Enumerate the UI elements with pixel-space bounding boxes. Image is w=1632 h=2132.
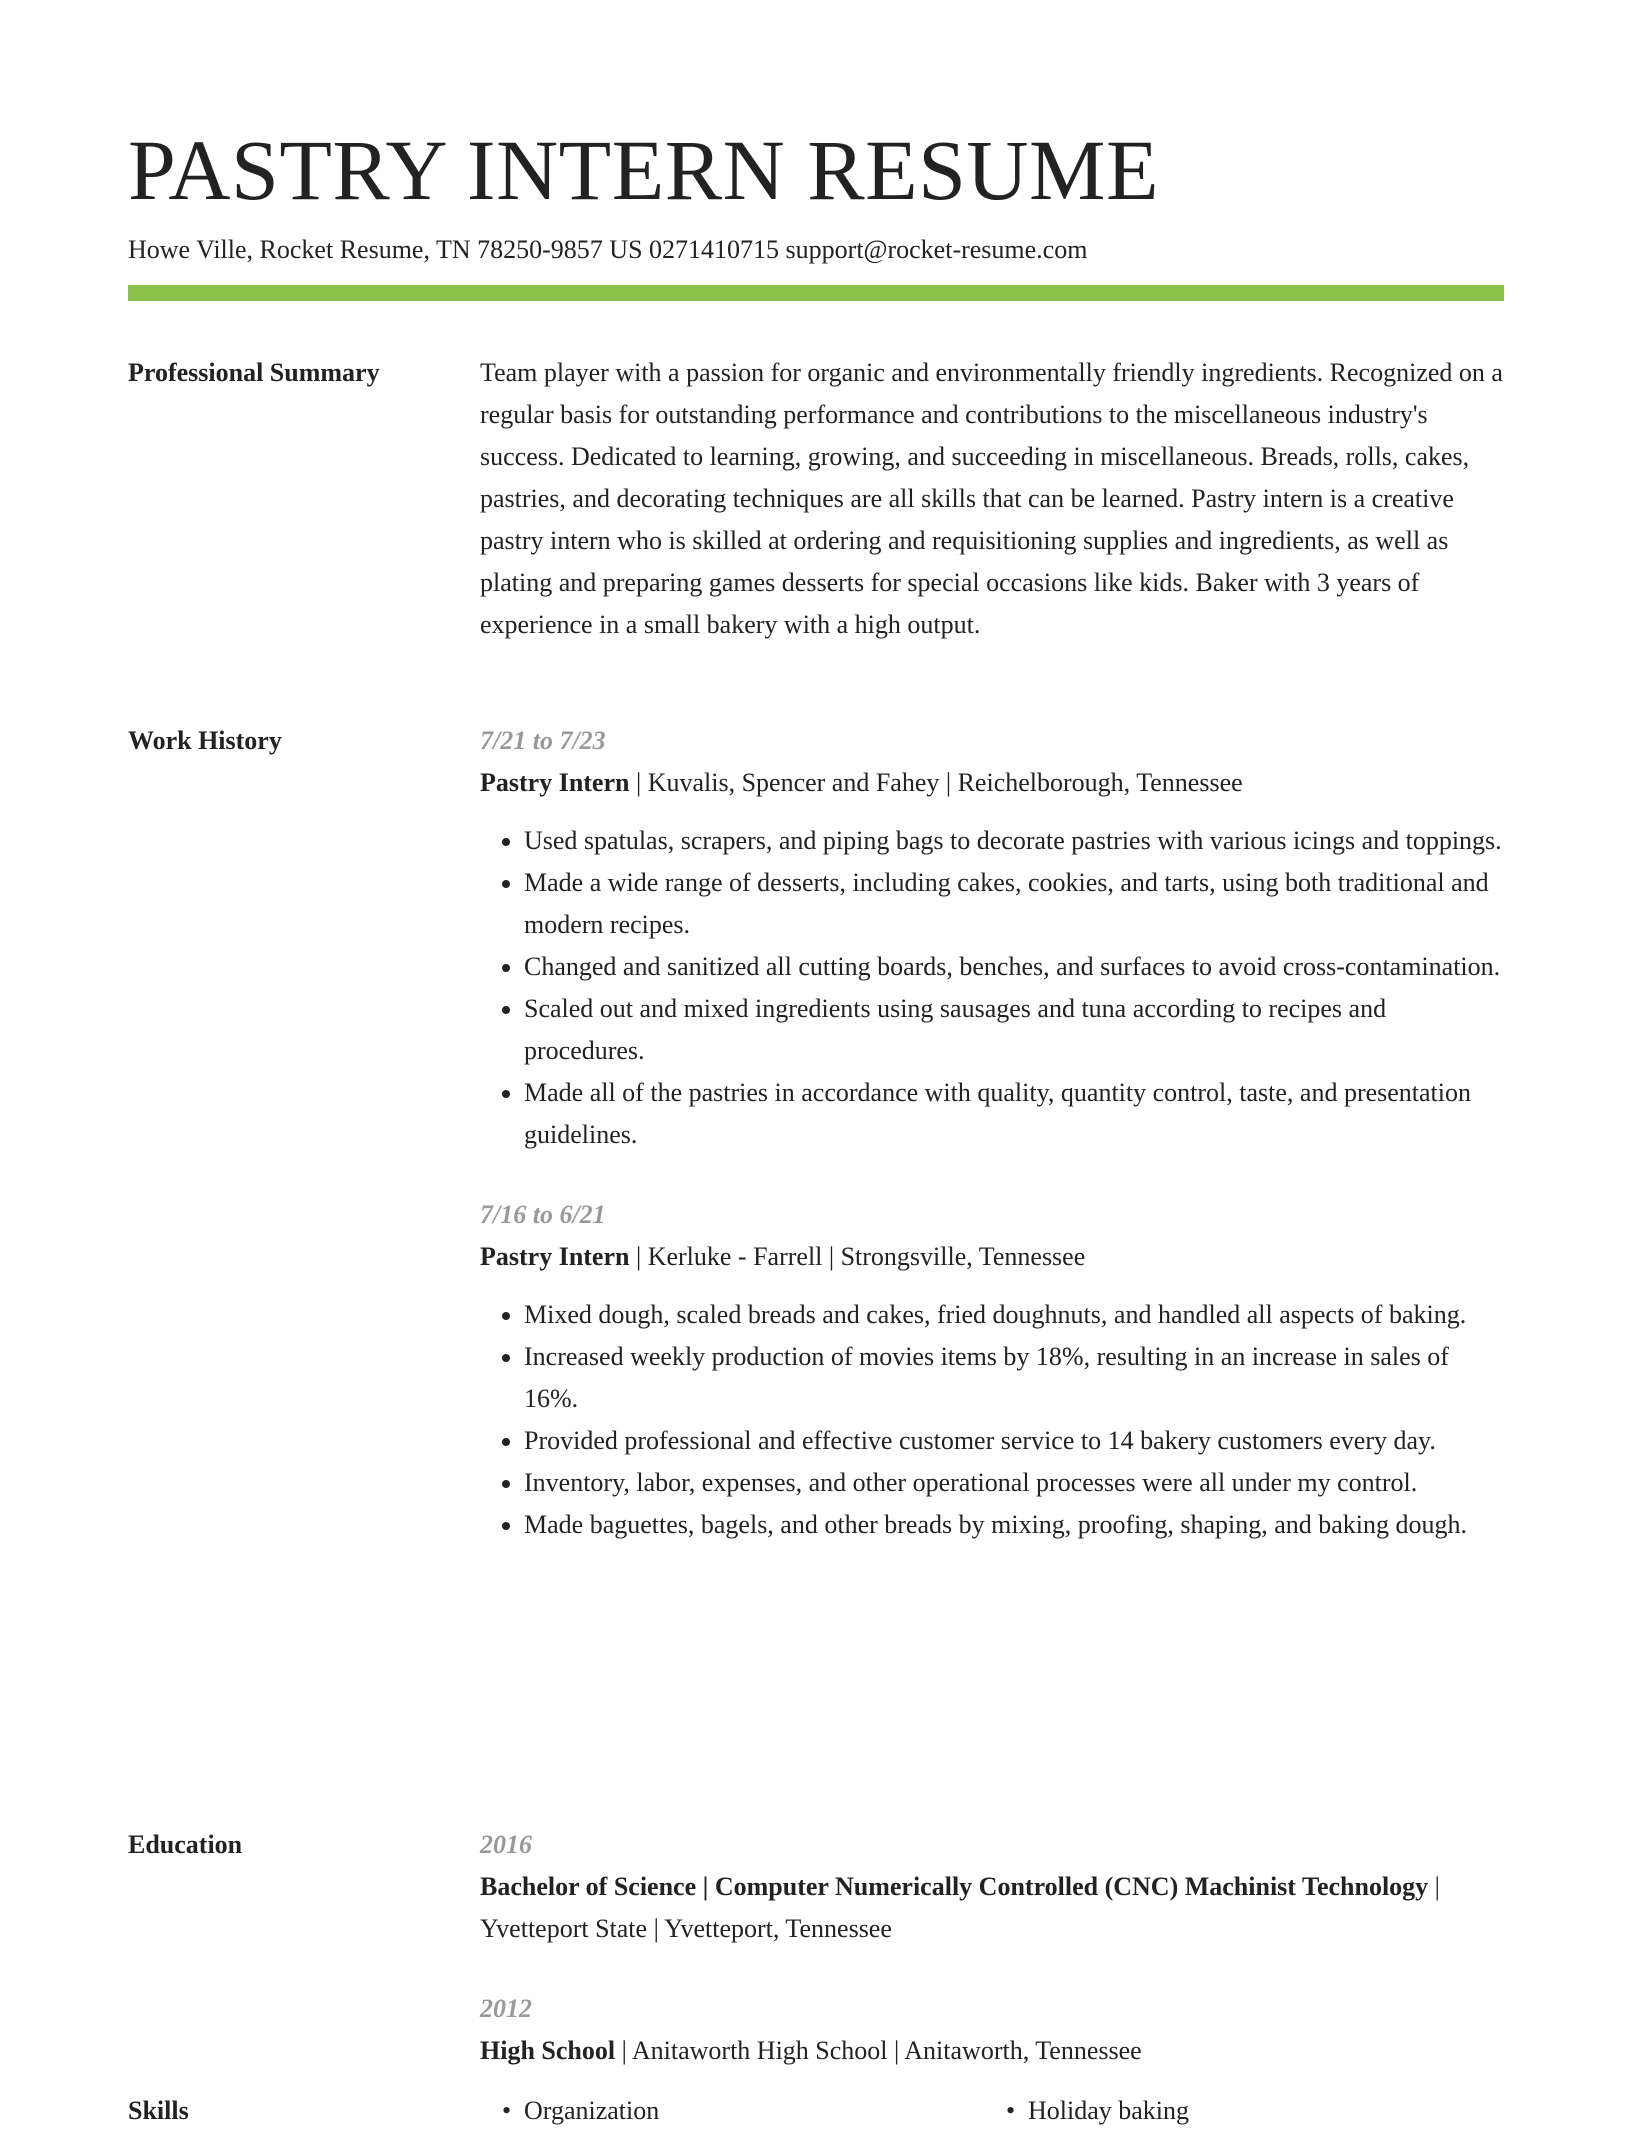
list-item: • Inventory, labor, expenses, and other operational processes were all under my control. <box>524 1462 1504 1504</box>
job-dates: 7/21 to 7/23 <box>480 726 606 755</box>
resume-title: PASTRY INTERN RESUME <box>128 122 1160 218</box>
job-entry <box>480 720 1504 1156</box>
job-title: Pastry Intern <box>480 768 630 797</box>
list-item: • Mixed dough, scaled breads and cakes, fried doughnuts, and handled all aspects of baking. <box>524 1294 1504 1336</box>
education-line <box>480 2030 1504 2072</box>
skill-label: Holiday baking <box>1028 2096 1190 2125</box>
accent-divider <box>128 285 1504 301</box>
bullet-icon: • <box>502 2096 512 2125</box>
job-bullets <box>480 820 1504 1156</box>
list-item: • Made baguettes, bagels, and other breads by mixing, proofing, shaping, and baking dough. <box>524 1504 1504 1546</box>
job-bullets <box>480 1294 1504 1546</box>
list-item: • Made a wide range of desserts, including cakes, cookies, and tarts, using both traditional and modern recipes. <box>524 862 1504 946</box>
list-item: • Used spatulas, scrapers, and piping bags to decorate pastries with various icings and toppings. <box>524 820 1504 862</box>
job-role-line <box>480 1236 1504 1278</box>
job-dates: 7/16 to 6/21 <box>480 1200 606 1229</box>
job-role-line <box>480 762 1504 804</box>
work-history-body <box>480 720 1504 1584</box>
education-details: | Yvetteport State | Yvetteport, Tennessee <box>480 1872 1440 1943</box>
list-item: • Made all of the pastries in accordance with quality, quantity control, taste, and presentation guidelines. <box>524 1072 1504 1156</box>
education-degree: High School <box>480 2036 616 2065</box>
skills-heading: Skills <box>128 2096 189 2125</box>
list-item: • Changed and sanitized all cutting boards, benches, and surfaces to avoid cross-contamination. <box>524 946 1504 988</box>
bullet-icon: • <box>1006 2096 1016 2125</box>
list-item: • Provided professional and effective customer service to 14 bakery customers every day. <box>524 1420 1504 1462</box>
education-entry <box>480 1824 1504 1950</box>
summary-heading: Professional Summary <box>128 358 380 387</box>
education-details: | Anitaworth High School | Anitaworth, Tennessee <box>615 2036 1142 2065</box>
list-item: • Scaled out and mixed ingredients using sausages and tuna according to recipes and procedures. <box>524 988 1504 1072</box>
education-body <box>480 1824 1504 2110</box>
list-item <box>1006 2090 1190 2132</box>
summary-body <box>480 352 1504 646</box>
job-title: Pastry Intern <box>480 1242 630 1271</box>
job-details: | Kerluke - Farrell | Strongsville, Tennessee <box>629 1242 1086 1271</box>
summary-text: Team player with a passion for organic and environmentally friendly ingredients. Recognized on a regular basis for outstanding performance and contributions to the miscellaneous industry's success. Dedicated to learning, growing, and succeeding in miscellaneous. Breads, rolls, cakes, pastries, and decorating techniques are all skills that can be learned. Pastry intern is a creative pastry intern who is skilled at ordering and requisitioning supplies and ingredients, as well as plating and preparing games desserts for special occasions like kids. Baker with 3 years of experience in a small bakery with a high output. <box>480 358 1503 639</box>
education-degree: Bachelor of Science | Computer Numerically Controlled (CNC) Machinist Technology <box>480 1872 1429 1901</box>
skills-list <box>480 2090 1504 2132</box>
contact-line: Howe Ville, Rocket Resume, TN 78250-9857 US 0271410715 support@rocket-resume.com <box>128 235 1088 264</box>
work-history-heading: Work History <box>128 726 282 755</box>
education-heading: Education <box>128 1830 243 1859</box>
education-year: 2012 <box>480 1994 532 2023</box>
skill-label: Organization <box>524 2096 660 2125</box>
education-entry <box>480 1988 1504 2072</box>
list-item: • Increased weekly production of movies items by 18%, resulting in an increase in sales of 16%. <box>524 1336 1504 1420</box>
job-entry <box>480 1194 1504 1546</box>
skills-body <box>480 2090 1504 2132</box>
education-year: 2016 <box>480 1830 532 1859</box>
list-item <box>502 2090 660 2132</box>
education-line <box>480 1866 1504 1950</box>
job-details: | Kuvalis, Spencer and Fahey | Reichelborough, Tennessee <box>629 768 1243 797</box>
